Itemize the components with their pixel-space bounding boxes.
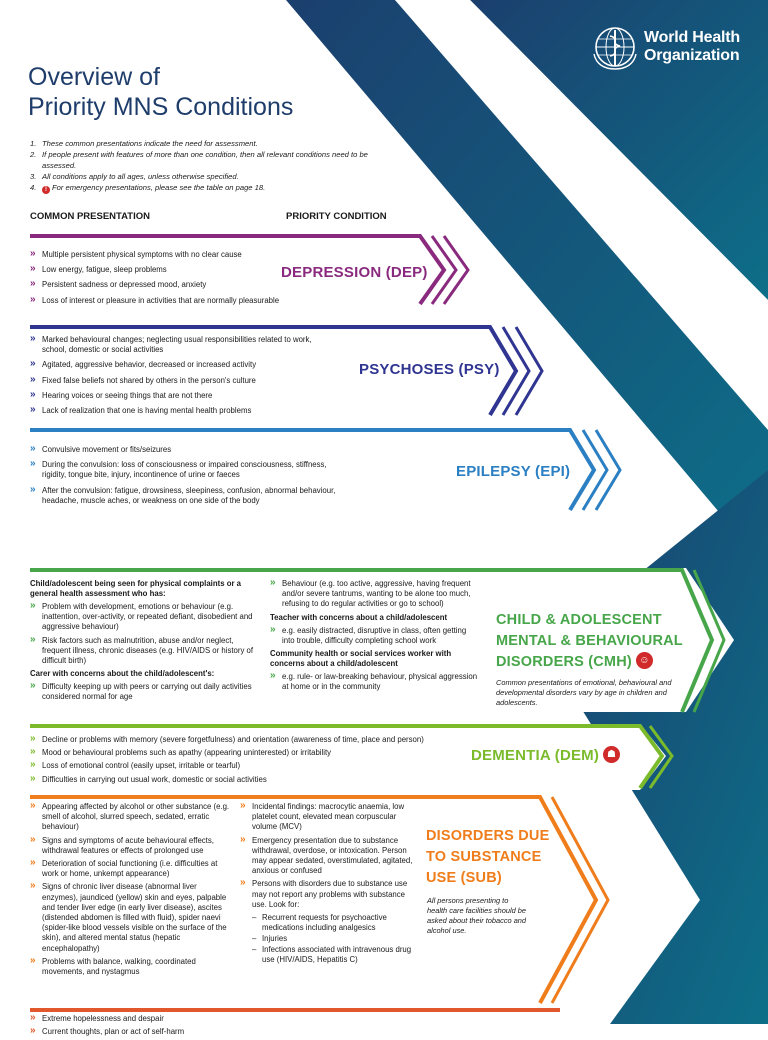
list-item: » Incidental findings: macrocytic anaemia, low platelet count, elevated mean corpuscular volume (MCV) (240, 802, 418, 833)
condition-cmh-line2: MENTAL & BEHAVIOURAL (496, 633, 683, 649)
list-item: » Lack of realization that one is having mental health problems (30, 406, 330, 416)
cmh-group-heading: Community health or social services worker with concerns about a child/adolescent (270, 649, 452, 669)
list-item: » Difficulties in carrying out usual work, domestic or social activities (30, 775, 450, 785)
condition-cmh-line3-text: DISORDERS (CMH) (496, 654, 632, 670)
list-item: » Persistent sadness or depressed mood, anxiety (30, 280, 330, 290)
dementia-presentations (30, 735, 450, 788)
list-item: » e.g. rule- or law-breaking behaviour, physical aggression at home or in the community (270, 672, 480, 692)
list-item: » Emergency presentation due to substance withdrawal, overdose, or intoxication. Person may appear sedated, overstimulated, agitated, anxious or confused (240, 836, 418, 877)
list-item: » Current thoughts, plan or act of self-harm (30, 1027, 330, 1037)
substance-note: All persons presenting to health care facilities should be asked about their tobacco and alcohol use. (427, 896, 527, 935)
page-title-line1: Overview of (28, 63, 160, 91)
list-item: » Fixed false beliefs not shared by others in the person's culture (30, 376, 330, 386)
substance-right-list (240, 802, 418, 910)
page-title (28, 62, 293, 122)
list-item: » Mood or behavioural problems such as apathy (appearing uninterested) or irritability (30, 748, 450, 758)
suicide-presentations (30, 1014, 330, 1040)
cmh-group-heading: Carer with concerns about the child/adolescent's: (30, 669, 215, 679)
condition-substance (426, 826, 549, 889)
organization-name-line2: Organization (644, 47, 740, 64)
psychoses-presentations (30, 335, 330, 421)
cmh-note: Common presentations of emotional, behavioural and developmental disorders vary by age in children and adolescents. (496, 678, 672, 707)
condition-substance-line2: TO SUBSTANCE (426, 849, 542, 865)
list-item: » Problem with development, emotions or behaviour (e.g. inattention, over-activity, or repeated defiant, disobedient and aggressive behaviour) (30, 602, 255, 633)
cmh-group2-list (30, 682, 255, 702)
note-number: 1. (30, 139, 37, 148)
epilepsy-presentations (30, 445, 350, 511)
list-item: » Deterioration of social functioning (i.e. difficulties at work or home, unkempt appearance) (30, 859, 230, 879)
cmh-group-heading: Child/adolescent being seen for physical complaints or a general health assessment who has: (30, 579, 241, 598)
organization-name (644, 29, 740, 65)
note-number: 4. (30, 183, 37, 192)
condition-cmh (496, 610, 683, 673)
list-item: » Persons with disorders due to substance use may not report any problems with substance use. Look for: (240, 879, 418, 910)
cmh-group3-list (270, 626, 480, 646)
list-item: » e.g. easily distracted, disruptive in class, often getting into trouble, difficulty completing school work (270, 626, 480, 646)
note-text: If people present with features of more than one condition, then all relevant conditions need to be assessed. (42, 150, 368, 170)
condition-substance-line3: USE (SUB) (426, 870, 502, 886)
elderly-person-icon: ☗ (603, 746, 620, 763)
condition-psychoses: PSYCHOSES (PSY) (359, 361, 500, 378)
condition-dementia (471, 746, 620, 764)
list-item: – Injuries (252, 934, 418, 944)
list-item: » Problems with balance, walking, coordinated movements, and nystagmus (30, 957, 230, 977)
list-item: – Recurrent requests for psychoactive medications including analgesics (252, 913, 418, 933)
cmh-left-column (30, 579, 255, 706)
list-item: » Signs of chronic liver disease (abnormal liver enzymes), jaundiced (yellow) skin and eyes, palpable and tender liver edge (in early liver disease), ascites (distended abdomen is filled with fluid), spider naevi (spider-like blood vessels visible on the surface of the skin), and altered mental status (hepatic encephalopathy) (30, 882, 230, 953)
list-item: » Difficulty keeping up with peers or carrying out daily activities considered normal for age (30, 682, 255, 702)
substance-right-column (240, 802, 418, 966)
column-header-presentation: COMMON PRESENTATION (30, 211, 150, 222)
children-icon: ☺ (636, 652, 653, 669)
note-item (30, 182, 370, 194)
list-item: – Infections associated with intravenous drug use (HIV/AIDS, Hepatitis C) (252, 945, 418, 965)
condition-cmh-line3 (496, 652, 683, 673)
list-item: » Agitated, aggressive behavior, decreased or increased activity (30, 360, 330, 370)
list-item: » Multiple persistent physical symptoms with no clear cause (30, 250, 330, 260)
cmh-group1-list (30, 602, 255, 666)
cmh-group-heading: Teacher with concerns about a child/adolescent (270, 612, 448, 622)
exclamation-circle-icon: ! (42, 186, 50, 194)
note-text: All conditions apply to all ages, unless otherwise specified. (42, 172, 239, 181)
condition-depression: DEPRESSION (DEP) (281, 264, 428, 281)
list-item: » Convulsive movement or fits/seizures (30, 445, 350, 455)
list-item: » Risk factors such as malnutrition, abuse and/or neglect, frequent illness, chronic diseases (e.g. HIV/AIDS or history of difficult birth) (30, 636, 255, 667)
page-title-line2: Priority MNS Conditions (28, 93, 294, 121)
condition-dementia-text: DEMENTIA (DEM) (471, 747, 600, 764)
note-text: For emergency presentations, please see the table on page 18. (52, 183, 266, 192)
substance-look-for-list (252, 913, 418, 965)
who-emblem-icon (592, 24, 638, 70)
list-item: » Loss of emotional control (easily upset, irritable or tearful) (30, 761, 450, 771)
list-item: » Extreme hopelessness and despair (30, 1014, 330, 1024)
column-header-condition: PRIORITY CONDITION (286, 211, 387, 222)
cmh-middle-column (270, 579, 480, 695)
note-item (30, 149, 370, 171)
cmh-group4-list (270, 672, 480, 692)
list-item: » Loss of interest or pleasure in activities that are normally pleasurable (30, 296, 330, 306)
note-item (30, 138, 370, 149)
note-number: 3. (30, 172, 37, 181)
notes-list (30, 138, 370, 194)
list-item: » During the convulsion: loss of consciousness or impaired consciousness, stiffness, rigidity, tongue bite, injury, incontinence of urine or faeces (30, 460, 350, 480)
list-item: » After the convulsion: fatigue, drowsiness, sleepiness, confusion, abnormal behaviour, headache, muscle aches, or weakness on one side of the body (30, 486, 350, 506)
note-text: These common presentations indicate the need for assessment. (42, 139, 258, 148)
who-logo (592, 24, 740, 70)
list-item: » Hearing voices or seeing things that are not there (30, 391, 330, 401)
list-item: » Signs and symptoms of acute behavioural effects, withdrawal features or effects of prolonged use (30, 836, 230, 856)
note-item (30, 171, 370, 182)
list-item: » Low energy, fatigue, sleep problems (30, 265, 330, 275)
note-number: 2. (30, 150, 37, 159)
condition-substance-line1: DISORDERS DUE (426, 828, 550, 844)
list-item: » Appearing affected by alcohol or other substance (e.g. smell of alcohol, slurred speech, sedated, erratic behaviour) (30, 802, 230, 833)
organization-name-line1: World Health (644, 29, 740, 46)
cmh-behaviour-list (270, 579, 480, 610)
substance-left-list (30, 802, 230, 980)
list-item: » Behaviour (e.g. too active, aggressive, having frequent and/or severe tantrums, wanting to be alone too much, refusing to do regular activities or go to school) (270, 579, 480, 610)
list-item: » Decline or problems with memory (severe forgetfulness) and orientation (awareness of time, place and person) (30, 735, 450, 745)
condition-epilepsy: EPILEPSY (EPI) (456, 463, 571, 480)
list-item: » Marked behavioural changes; neglecting usual responsibilities related to work, school, domestic or social activities (30, 335, 330, 355)
condition-cmh-line1: CHILD & ADOLESCENT (496, 612, 662, 628)
